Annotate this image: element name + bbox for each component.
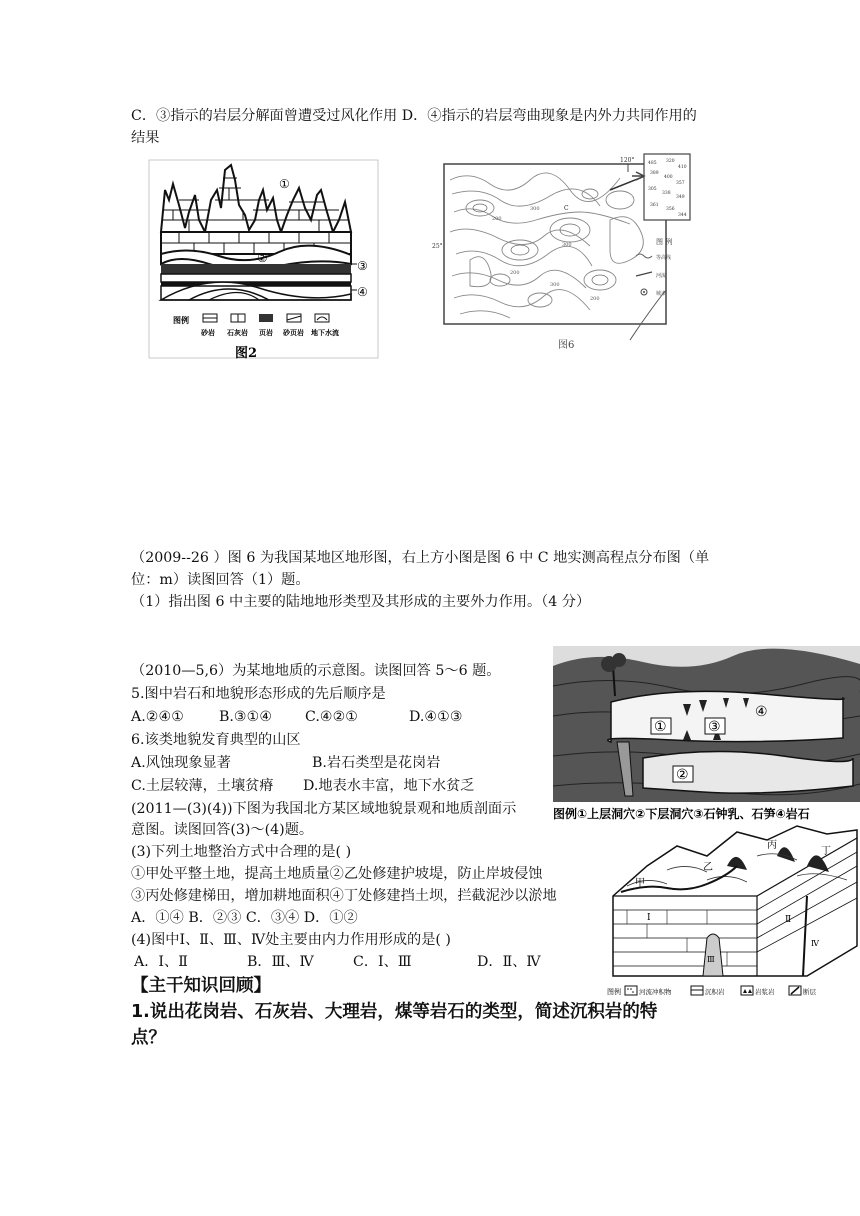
spot-height: 389 bbox=[650, 171, 659, 176]
fig2-label: ① bbox=[279, 177, 290, 191]
question-5-options bbox=[131, 707, 463, 727]
contour-value: 200 bbox=[510, 270, 520, 276]
option: B．Ⅲ、Ⅳ bbox=[247, 954, 314, 970]
contour-value: 200 bbox=[492, 216, 502, 222]
fig6-title: 图6 bbox=[558, 340, 575, 351]
block-label: Ⅰ bbox=[647, 913, 651, 923]
question-option-line: C．③指示的岩层分解面曾遭受过风化作用 D．④指示的岩层弯曲现象是内外力共同作用的 bbox=[131, 108, 697, 124]
fig6-legend-head: 图 例 bbox=[656, 238, 673, 246]
option: C.土层较薄，土壤贫瘠 bbox=[131, 778, 274, 794]
point-c-label: C bbox=[564, 205, 569, 212]
option: C.④②① bbox=[305, 709, 359, 725]
block-legend-item: 沉积岩 bbox=[705, 988, 725, 996]
figure-cave-geology bbox=[553, 646, 860, 826]
option: A.风蚀现象显著 bbox=[131, 755, 231, 771]
review-question-1: 1.说出花岗岩、石灰岩、大理岩，煤等岩石的类型，简述沉积岩的特 bbox=[131, 1002, 658, 1022]
question-5-stem: 5.图中岩石和地貌形态形成的先后顺序是 bbox=[131, 686, 386, 702]
block-label: Ⅳ bbox=[811, 939, 819, 948]
question-3-stem: (3)下列土地整治方式中合理的是( ) bbox=[131, 844, 352, 860]
block-legend-head: 图例 bbox=[607, 988, 621, 996]
block-label: 丙 bbox=[767, 840, 777, 851]
option: D．Ⅱ、Ⅳ bbox=[477, 954, 541, 970]
spot-height: 349 bbox=[676, 195, 685, 200]
fig2-legend-item: 地下水流 bbox=[311, 328, 339, 337]
contour-value: 300 bbox=[550, 282, 560, 288]
fig6-legend-item: 等高线 bbox=[656, 255, 672, 261]
review-question-1-cont: 点？ bbox=[131, 1028, 166, 1048]
question-2010-intro: （2010—5,6）为某地地质的示意图。读图回答 5～6 题。 bbox=[131, 663, 501, 679]
spot-height: 356 bbox=[666, 207, 675, 212]
option: D.地表水丰富，地下水贫乏 bbox=[303, 778, 475, 794]
question-4-options bbox=[134, 952, 541, 972]
spot-height: 410 bbox=[678, 165, 687, 170]
fig2-label: ④ bbox=[357, 285, 368, 299]
spot-height: 338 bbox=[662, 191, 671, 196]
block-label: Ⅲ bbox=[707, 955, 715, 964]
question-2011-intro: (2011—(3)(4))下图为我国北方某区域地貌景观和地质剖面示 bbox=[131, 801, 517, 817]
block-label: Ⅱ bbox=[785, 915, 792, 925]
question-2011-intro-cont: 意图。读图回答(3)～(4)题。 bbox=[131, 822, 314, 838]
longitude-label: 120° bbox=[620, 157, 635, 164]
question-6-options-ab bbox=[131, 753, 440, 773]
contour-value: 300 bbox=[562, 242, 572, 248]
fig2-legend-item: 页岩 bbox=[259, 328, 273, 337]
option: A．Ⅰ、Ⅱ bbox=[134, 954, 188, 970]
fig2-legend-item: 砂岩 bbox=[201, 328, 215, 337]
spot-height: 485 bbox=[648, 161, 657, 166]
option: B.岩石类型是花岗岩 bbox=[312, 755, 441, 771]
contour-value: 200 bbox=[590, 296, 600, 302]
fig2-label: ② bbox=[257, 251, 268, 265]
cave-label: ① bbox=[654, 719, 667, 735]
question-3-choice-line: ③丙处修建梯田，增加耕地面积④丁处修建挡土坝，拦截泥沙以淤地 bbox=[131, 888, 557, 904]
spot-height: 344 bbox=[678, 213, 687, 218]
block-label: 乙 bbox=[703, 862, 713, 873]
option: D.④①③ bbox=[409, 709, 463, 725]
figure-2-strata bbox=[149, 160, 378, 361]
question-3-options: A．①④ B．②③ C．③④ D．①② bbox=[131, 910, 358, 926]
question-2009-intro: （2009--26 ）图 6 为我国某地区地形图，右上方小图是图 6 中 C 地实测高程点分布图（单 bbox=[131, 550, 710, 566]
block-label: 甲 bbox=[635, 878, 645, 889]
block-legend-item: 河流冲积物 bbox=[639, 988, 672, 996]
block-legend-item: 断层 bbox=[803, 988, 816, 996]
spot-height: 305 bbox=[648, 187, 657, 192]
latitude-label: 25° bbox=[432, 243, 443, 250]
question-3-choice-line: ①甲处平整土地，提高土地质量②乙处修建护坡堤，防止岸坡侵蚀 bbox=[131, 866, 543, 882]
question-4-stem: (4)图中Ⅰ、Ⅱ、Ⅲ、Ⅳ处主要由内力作用形成的是( ) bbox=[131, 932, 451, 948]
fig2-legend-head: 图例 bbox=[173, 315, 189, 325]
block-legend-item: 岩浆岩 bbox=[755, 988, 775, 996]
spot-height: 400 bbox=[664, 175, 673, 180]
question-6-options-cd bbox=[131, 776, 474, 796]
figure-block-diagram bbox=[607, 826, 859, 1002]
question-option-continuation: 结果 bbox=[131, 130, 160, 146]
fig6-legend-item: 城市 bbox=[656, 291, 667, 297]
block-label: 丁 bbox=[821, 846, 831, 857]
fig2-title: 图2 bbox=[235, 346, 258, 361]
contour-value: 300 bbox=[530, 206, 540, 212]
question-2009-intro-cont: 位：m）读图回答（1）题。 bbox=[131, 572, 310, 588]
option: C．Ⅰ、Ⅲ bbox=[353, 954, 412, 970]
option: A.②④① bbox=[131, 709, 184, 725]
cave-legend: 图例①上层洞穴②下层洞穴③石钟乳、石笋④岩石 bbox=[553, 807, 810, 821]
fig2-legend-item: 砂页岩 bbox=[283, 328, 304, 337]
section-header: 【主干知识回顾】 bbox=[131, 976, 271, 996]
spot-height: 320 bbox=[666, 159, 675, 164]
cave-label: ② bbox=[676, 767, 689, 783]
spot-height: 361 bbox=[650, 203, 659, 208]
spot-height: 357 bbox=[676, 181, 685, 186]
option: B.③①④ bbox=[219, 709, 273, 725]
fig2-legend-item: 石灰岩 bbox=[227, 328, 248, 337]
question-6-stem: 6.该类地貌发育典型的山区 bbox=[131, 732, 301, 748]
question-2009-part1: （1）指出图 6 中主要的陆地地形类型及其形成的主要外力作用。（4 分） bbox=[131, 594, 591, 610]
fig2-label: ③ bbox=[357, 259, 368, 273]
figure-6-topographic-map bbox=[432, 150, 690, 354]
cave-label: ④ bbox=[755, 704, 768, 720]
cave-label: ③ bbox=[708, 719, 721, 735]
fig6-legend-item: 河流 bbox=[656, 273, 667, 279]
